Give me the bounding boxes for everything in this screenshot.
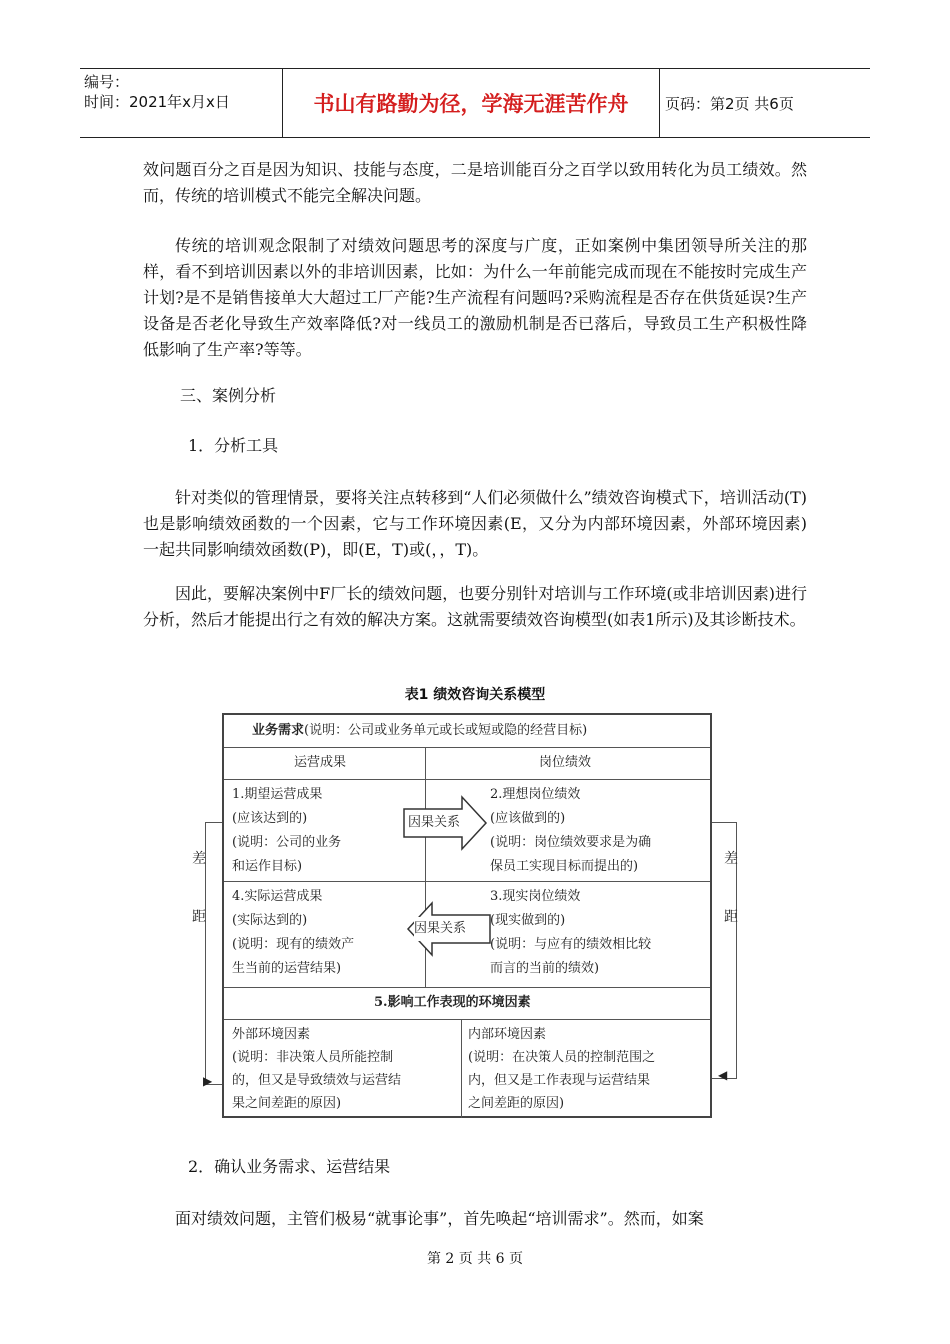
int-line2: (说明：在决策人员的控制范围之 (468, 1050, 656, 1065)
cell2-line2: (应该做到的) (490, 811, 566, 826)
cell3-line1: 3.现实岗位绩效 (490, 889, 581, 904)
paragraph-3: 针对类似的管理情景，要将关注点转移到“人们必须做什么”绩效咨询模式下，培训活动(T)也是影响绩效函数的一个因素，它与工作环境因素(E，又分为内部环境因素，外部环境因素)一起共同影响绩效函数(P)，即(E，T)或(，，T)。 (143, 488, 807, 559)
left-arrow-icon: ▶ (203, 1074, 213, 1088)
left-gap-label-bottom: 距 (192, 909, 206, 925)
ext-line3: 的，但又是导致绩效与运营结 (232, 1073, 402, 1088)
causal-label-top: 因果关系 (408, 811, 460, 835)
int-line4: 之间差距的原因) (468, 1096, 565, 1111)
page-footer: 第 2 页 共 6 页 (426, 1251, 524, 1267)
business-need-note: (说明：公司或业务单元或长或短或隐的经营目标) (304, 723, 588, 738)
ext-line1: 外部环境因素 (232, 1027, 311, 1042)
cell-actual-results (232, 885, 354, 981)
cell4-line2: (实际达到的) (232, 913, 308, 928)
cell2-line1: 2.理想岗位绩效 (490, 787, 581, 802)
cell2-line3: (说明：岗位绩效要求是为确 (490, 835, 652, 850)
right-arrow-icon: ◀ (718, 1068, 728, 1082)
int-line3: 内，但又是工作表现与运营结果 (468, 1073, 651, 1088)
paragraph-5: 面对绩效问题，主管们极易“就事论事”，首先唤起“培训需求”。然而，如案 (175, 1209, 704, 1228)
cell3-line2: (现实做到的) (490, 913, 566, 928)
cell1-line3: (说明：公司的业务 (232, 835, 342, 850)
paragraph-1: 效问题百分之百是因为知识、技能与态度，二是培训能百分之百学以致用转化为员工绩效。然而，传统的培训模式不能完全解决问题。 (143, 160, 807, 205)
int-line1: 内部环境因素 (468, 1027, 547, 1042)
subheading-tools: 1．分析工具 (188, 436, 279, 455)
cell-ideal-performance (490, 783, 651, 879)
right-gap-label-top: 差 (724, 851, 738, 867)
causal-label-bottom: 因果关系 (414, 917, 466, 941)
env-factors-title: 5.影响工作表现的环境因素 (374, 995, 531, 1010)
section-heading: 三、案例分析 (180, 386, 277, 405)
subheading-confirm: 2．确认业务需求、运营结果 (188, 1157, 391, 1176)
cell-actual-performance (490, 885, 651, 981)
cell3-line3: (说明：与应有的绩效相比较 (490, 937, 652, 952)
ext-line2: (说明：非决策人员所能控制 (232, 1050, 394, 1065)
page-info: 页码：第2页 共6页 (665, 94, 794, 113)
header-motto-cell (282, 69, 660, 137)
cell2-line4: 保员工实现目标而提出的) (490, 859, 639, 874)
number-label: 编号： (84, 73, 130, 91)
cell4-line3: (说明：现有的绩效产 (232, 937, 355, 952)
business-need-label: 业务需求 (252, 723, 305, 738)
header-motto: 书山有路勤为径，学海无涯苦作舟 (313, 92, 629, 116)
cell4-line1: 4.实际运营成果 (232, 889, 323, 904)
paragraph-4: 因此，要解决案例中F厂长的绩效问题，也要分别针对培训与工作环境(或非培训因素)进行分析，然后才能提出行之有效的解决方案。这就需要绩效咨询模型(如表1所示)及其诊断技术。 (143, 584, 807, 629)
page-header (80, 68, 870, 138)
cell3-line4: 而言的当前的绩效) (490, 961, 600, 976)
paragraph-2: 传统的培训观念限制了对绩效问题思考的深度与广度，正如案例中集团领导所关注的那样，看不到培训因素以外的非培训因素，比如：为什么一年前能完成而现在不能按时完成生产计划?是不是销售接单大大超过工厂产能?生产流程有问题吗?采购流程是否存在供货延误?生产设备是否老化导致生产效率降低?对一线员工的激励机制是否已落后，导致员工生产积极性降低影响了生产率?等等。 (143, 236, 807, 359)
cell1-line1: 1.期望运营成果 (232, 787, 323, 802)
business-need (252, 719, 587, 743)
cell4-line4: 生当前的运营结果) (232, 961, 342, 976)
cell-expected-results (232, 783, 341, 879)
consulting-model-figure (222, 713, 712, 1118)
cell1-line2: (应该达到的) (232, 811, 308, 826)
date-label: 时间：2021年x月x日 (84, 93, 230, 111)
external-env-factors (232, 1023, 401, 1115)
ext-line4: 果之间差距的原因) (232, 1096, 342, 1111)
col-operating-results: 运营成果 (294, 755, 347, 770)
col-job-performance: 岗位绩效 (539, 755, 592, 770)
left-gap-label-top: 差 (192, 851, 206, 867)
cell1-line4: 和运作目标) (232, 859, 303, 874)
figure-title: 表1 绩效咨询关系模型 (404, 687, 546, 703)
left-gap-bracket (205, 822, 223, 1085)
header-meta (80, 69, 282, 137)
internal-env-factors (468, 1023, 655, 1115)
right-gap-label-bottom: 距 (724, 909, 738, 925)
